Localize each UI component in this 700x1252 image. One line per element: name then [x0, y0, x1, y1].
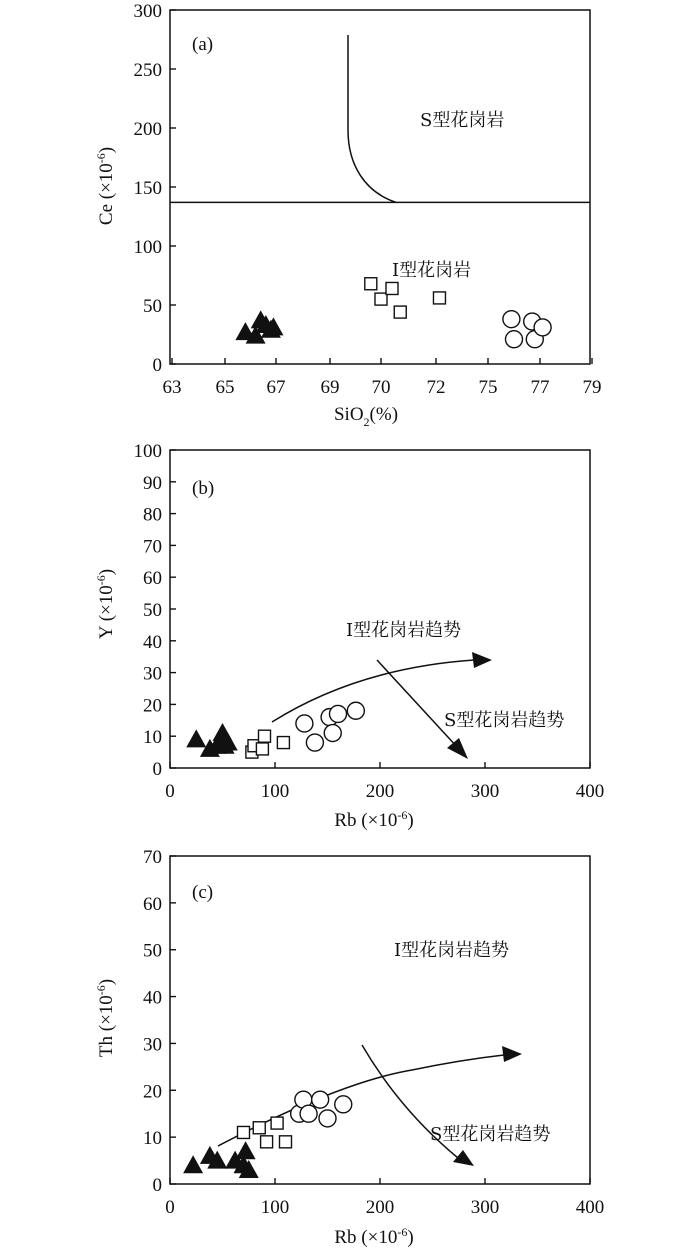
y-tick-label: 60 [143, 893, 162, 915]
triangle-point [183, 1155, 203, 1173]
y-axis-label-b: Y $(\times 10^{-6})$ [94, 568, 117, 640]
x-tick-label: 77 [530, 377, 550, 398]
x-tick-label: 72 [426, 377, 446, 398]
i-type-trend-label: I型花岗岩趋势 [394, 940, 510, 961]
circle-point [335, 1096, 352, 1113]
circle-point [330, 705, 347, 722]
y-tick-label: 40 [143, 987, 162, 1009]
x-tick-label: 0 [165, 1197, 175, 1218]
i-type-trend-arrowhead [502, 1046, 522, 1062]
square-point [375, 293, 387, 305]
circle-point [506, 331, 523, 348]
y-tick-label: 30 [143, 663, 162, 685]
x-tick-label: 63 [162, 377, 182, 398]
circle-point [503, 311, 520, 328]
x-tick-label: 67 [266, 377, 286, 398]
y-tick-label: 70 [143, 536, 162, 558]
circle-point [534, 319, 551, 336]
i-type-trend-label: I型花岗岩趋势 [346, 620, 462, 641]
circle-point [306, 734, 323, 751]
panel-label-b: (b) [192, 478, 215, 499]
y-tick-label: 50 [143, 600, 162, 621]
y-tick-label: 10 [143, 727, 162, 749]
y-tick-label: 10 [143, 1128, 162, 1150]
square-point [256, 743, 268, 755]
x-tick-label: 0 [165, 781, 175, 802]
square-point [386, 282, 398, 294]
y-tick-label: 30 [143, 1034, 162, 1056]
y-tick-label: 200 [133, 119, 162, 140]
s-type-granite-label: S型花岗岩 [420, 110, 505, 131]
y-tick-label: 80 [143, 504, 162, 526]
i-type-trend-arrowhead [472, 652, 492, 668]
s-type-trend-label: S型花岗岩趋势 [430, 1124, 551, 1145]
x-axis-label-c: Rb $(\times 10^{-6})$ [334, 1225, 414, 1248]
x-axis-label-b: Rb $(\times 10^{-6})$ [334, 808, 414, 831]
x-tick-label: 400 [575, 781, 605, 802]
y-ticks-c [143, 847, 176, 1196]
circle-point [347, 702, 364, 719]
x-tick-label: 70 [371, 377, 391, 398]
y-tick-label: 0 [152, 1175, 162, 1196]
square-point [394, 306, 406, 318]
square-point [280, 1136, 292, 1148]
x-axis-label-a: SiO$_2$(%) [333, 404, 399, 429]
y-tick-label: 300 [133, 1, 162, 22]
x-tick-label: 69 [320, 377, 340, 398]
y-tick-label: 20 [143, 695, 162, 717]
x-tick-label: 400 [575, 1197, 605, 1218]
plot-frame-a [170, 10, 590, 364]
data-points-c [183, 1091, 352, 1178]
square-point [277, 737, 289, 749]
y-tick-label: 100 [133, 237, 162, 258]
square-point [238, 1126, 250, 1138]
square-point [271, 1117, 283, 1129]
x-tick-label: 100 [260, 781, 290, 802]
y-axis-label-a: Ce $(\times 10^{-6})$ [94, 146, 117, 226]
y-tick-label: 0 [152, 355, 162, 376]
square-point [365, 278, 377, 290]
y-tick-label: 60 [143, 568, 162, 590]
panel-c [94, 847, 604, 1248]
square-point [261, 1136, 273, 1148]
x-tick-label: 79 [582, 377, 602, 398]
y-axis-label-c: Th $(\times 10^{-6})$ [94, 978, 117, 1058]
x-tick-label: 300 [470, 781, 500, 802]
triangle-point [186, 729, 206, 747]
circle-point [300, 1105, 317, 1122]
x-tick-label: 200 [365, 781, 395, 802]
panel-label-c: (c) [192, 882, 214, 903]
data-points-b [186, 702, 364, 758]
circle-point [296, 715, 313, 732]
x-tick-label: 65 [215, 377, 235, 398]
panel-b [94, 441, 604, 831]
x-tick-label: 200 [365, 1197, 395, 1218]
circle-point [312, 1091, 329, 1108]
square-point [253, 1122, 265, 1134]
x-tick-label: 300 [470, 1197, 500, 1218]
y-tick-label: 20 [143, 1081, 162, 1103]
panel-label-a: (a) [192, 34, 214, 55]
square-point [433, 292, 445, 304]
circle-point [319, 1110, 336, 1127]
y-tick-label: 50 [143, 940, 162, 962]
boundary-line-curve [348, 35, 396, 202]
s-type-trend-label: S型花岗岩趋势 [444, 710, 565, 731]
panel-a [94, 1, 602, 429]
s-type-trend-arrowhead [447, 738, 468, 759]
i-type-granite-label: I型花岗岩 [392, 260, 472, 281]
s-type-trend-arrow [377, 660, 458, 748]
y-tick-label: 150 [133, 178, 162, 199]
triangle-point [236, 1141, 256, 1159]
circle-point [324, 725, 341, 742]
y-tick-label: 250 [133, 60, 162, 81]
s-type-trend-arrowhead [453, 1150, 474, 1166]
x-tick-label: 75 [478, 377, 498, 398]
y-tick-label: 90 [143, 472, 162, 494]
x-tick-label: 100 [260, 1197, 290, 1218]
y-tick-label: 40 [143, 631, 162, 653]
y-tick-label: 50 [143, 296, 162, 317]
data-points-a [235, 278, 551, 348]
y-tick-label: 70 [143, 847, 162, 868]
y-tick-label: 0 [152, 759, 162, 780]
y-tick-label: 100 [133, 441, 162, 462]
square-point [259, 730, 271, 742]
